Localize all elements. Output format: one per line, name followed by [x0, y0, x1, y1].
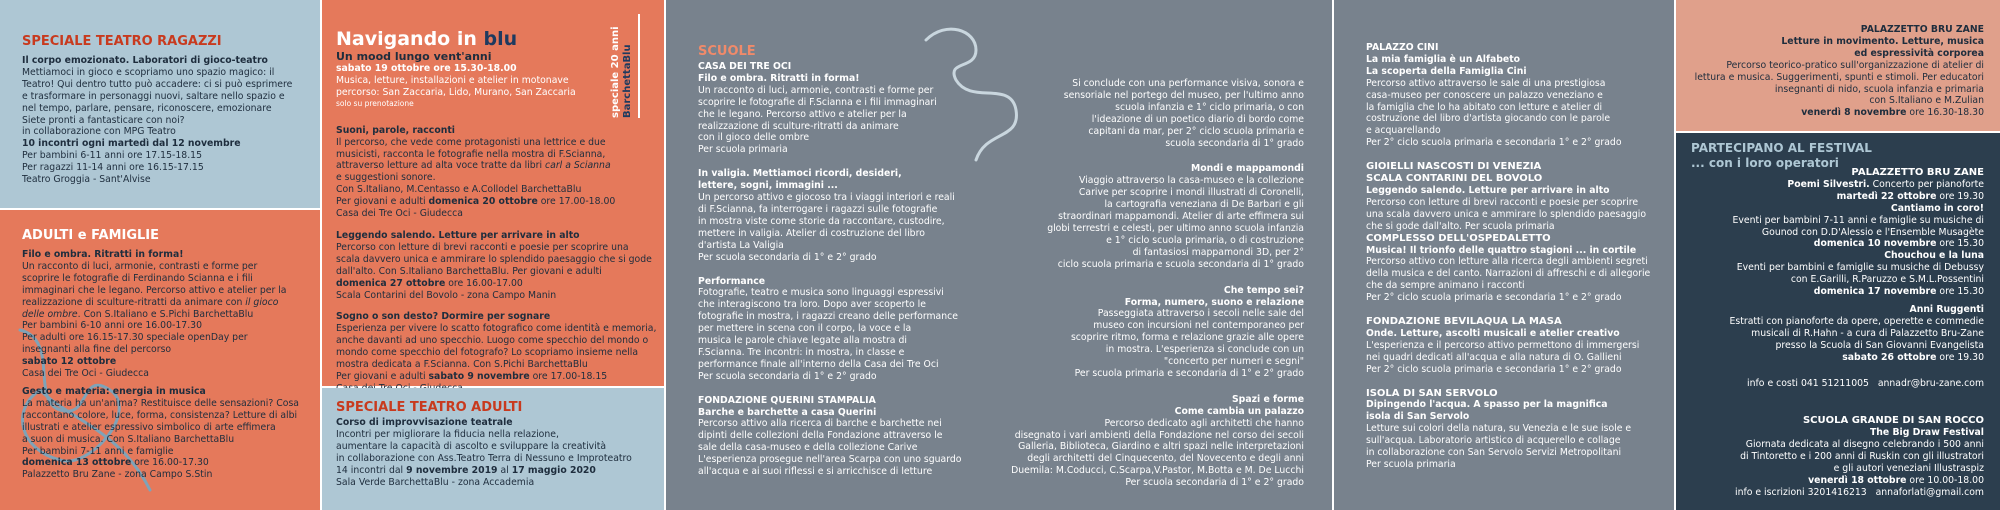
- adulti-e1-title: Filo e ombra. Ritratti in forma!: [22, 249, 184, 260]
- teatro-adulti-dates-a: 14 incontri dal: [336, 464, 407, 476]
- suoni-body: [336, 137, 664, 208]
- scuole-r2-title: Mondi e mappamondi: [1191, 163, 1304, 175]
- bz2-body: Eventi per bambini 7-11 anni e famiglie su musiche di Gounod con D.D'Alessio e l'Ensemble Musagète: [1732, 214, 1984, 238]
- bevilacqua-heading: FONDAZIONE BEVILAQUA LA MASA: [1366, 316, 1562, 328]
- bz4-body: Estratti con pianoforte da opere, operette e commedie musicali di R.Hahn - a cura di Palazzetto Bru-Zane presso la Scuola di San Giovanni Evangelista: [1729, 315, 1984, 351]
- bz4-time: ore 19.30: [1936, 351, 1984, 363]
- sogno-title: Sogno o son desto? Dormire per sognare: [336, 311, 551, 323]
- bz3-when: [1730, 286, 1984, 298]
- bz2-time: ore 15.30: [1936, 238, 1984, 250]
- navigando-vertical-label: [604, 14, 648, 118]
- adulti-e1-body-italic: il gioco delle ombre: [22, 296, 279, 320]
- leggendo-title: Leggendo salendo. Letture per arrivare in alto: [336, 229, 580, 241]
- scuole-e1-title: Filo e ombra. Ritratti in forma!: [698, 72, 860, 84]
- bz4-title: Anni Ruggenti: [1909, 303, 1984, 315]
- scuole-e4-body: Percorso attivo alla ricerca di barche e barchette nei dipinti delle collezioni della Fondazione attraverso le sale della casa-museo e della collezione Carive L'esperienza prosegue nell'area Scarpa con uno sguardo all'acqua e ai suoi riflessi e si arricchisce di letture: [698, 418, 962, 478]
- teatro-adulti-end: 17 maggio 2020: [511, 464, 596, 476]
- sgr-body: Giornata dedicata al disegno celebrando i 500 anni di Tintoretto e i 200 anni di Ruskin con gli illustratori e gli autori veneziani Illustraspiz: [1740, 439, 1984, 475]
- suoni-body-a: Il percorso, che vede come protagonisti una lettrice e due musicisti, racconta le fotografie nella mostra di F.Scianna, attraverso letture ad alta voce tratte da libri: [336, 136, 606, 172]
- scuole-left-col: [698, 44, 961, 478]
- bz-info: info e costi 041 51211005 annadr@bru-zane.com: [1747, 377, 1984, 389]
- sogno-body-text: Esperienza per vivere lo scatto fotografico come identità e memoria, anche davanti ad uno specchio. Luogo come specchio del mondo o mondo come specchio del fotografo? Lo scopriamo insieme nella mostra dedicata a F.Scianna. Con S.Pichi BarchettaBlu Per giovani e adulti: [336, 323, 657, 382]
- scuole-e3-title: Performance: [698, 275, 766, 287]
- scuole-r4-body: Percorso dedicato agli architetti che hanno disegnato i vari ambienti della Fondazione nel corso dei secoli Galleria, Biblioteca, Giardino e altri spazi nelle interpretazioni degli architetti del Cinquecento, del Novecento e degli anni Duemila: M.Coducci, C.Scarpa,V.Pastor, M.Botta e M. De Lucchi Per scuola secondaria di 1° e 2° grado: [1011, 417, 1304, 489]
- ospedaletto-body: Percorso attivo con letture alla ricerca degli ambienti segreti della musica e del canto. Narrazioni di affreschi e di allegorie che da sempre animano i racconti Per 2° ciclo scuola primaria e secondaria 1° e 2° grado: [1366, 256, 1651, 304]
- teatro-ragazzi-dates: 10 incontri ogni martedì dal 12 novembre: [22, 138, 241, 150]
- adulti-e1-body: [22, 261, 320, 356]
- sogno-time: ore 17.00-18.15: [529, 370, 608, 382]
- teatro-adulti-body: Incontri per migliorare la fiducia nella relazione, aumentare la capacità di ascolto e sviluppare la creatività in collaborazione con Ass.Teatro Terra di Nessuno e Improteatro: [336, 428, 632, 464]
- scuole-r3-title: Che tempo sei? Forma, numero, suono e relazione: [1124, 284, 1304, 308]
- cini-e2: La scoperta della Famiglia Cini: [1366, 65, 1527, 77]
- bz3-body: Eventi per bambini e famiglie su musiche di Debussy con E.Garilli, R.Paruzzo e S.M.L.Possentini: [1736, 262, 1984, 286]
- bz1-title: Poemi Silvestri.: [1787, 178, 1870, 190]
- ospedaletto-heading: COMPLESSO DELL'OSPEDALETTO: [1366, 232, 1551, 244]
- bevilacqua-body: L'esperienza e il percorso attivo permettono di immergersi nei quadri dedicati all'acqua e alla natura di O. Gallieni Per 2° ciclo scuola primaria e secondaria 1° e 2° grado: [1366, 339, 1640, 375]
- scuole-r1-body: Si conclude con una performance visiva, sonora e sensoriale nel portego del museo, per l'ultimo anno scuola infanzia e 1° ciclo primaria, o con l'ideazione di un poetico diario di bordo come capitani da mar, per 2° ciclo scuola primaria e scuola secondaria di 1° grado: [1063, 78, 1304, 149]
- servolo-body: Letture sui colori della natura, su Venezia e le sue isole e sull'acqua. Laboratorio artistico di acquerello e collage in collaborazione con San Servolo Servizi Metropolitani Per scuola primaria: [1366, 423, 1632, 470]
- sgr-heading: SCUOLA GRANDE DI SAN ROCCO: [1802, 415, 1984, 427]
- scuole-r3-body: Passeggiata attraverso i secoli nelle sale del museo con incursioni nel contemporaneo per scoprire ritmo, forma e relazione grazie alle opere in mostra. L'esperienza si conclude con un "concerto per numeri e segni" Per scuola primaria e secondaria di 1° e 2° grado: [1070, 308, 1304, 379]
- bz1-date: martedì 22 ottobre: [1836, 190, 1937, 202]
- cini-body: Percorso attivo attraverso le sale di una prestigiosa casa-museo per conoscere un palazzo veneziano e la famiglia che lo ha abitato con letture e atelier di costruzione del libro d'artista giocando con le parole e acquarellando Per 2° ciclo scuola primaria e secondaria 1° e 2° grado: [1366, 77, 1622, 149]
- teatro-adulti-panel: [322, 388, 664, 510]
- partecipano-panel: [1676, 133, 2000, 510]
- scuole-e2-title: In valigia. Mettiamoci ricordi, desideri, lettere, sogni, immagini ...: [698, 168, 902, 192]
- teatro-adulti-dates: [336, 465, 664, 477]
- adulti-e2-when: [22, 457, 320, 469]
- navigando-title-blu: blu: [483, 28, 518, 50]
- scuole-panel: [666, 0, 1332, 510]
- bru-zane-top-panel: [1676, 0, 2000, 131]
- suoni-title: Suoni, parole, racconti: [336, 124, 455, 136]
- bevilacqua-event: Onde. Letture, ascolti musicali e atelier creativo: [1366, 327, 1620, 339]
- festival-title: PARTECIPANO AL FESTIVAL: [1691, 141, 1872, 155]
- navigando-note: solo su prenotazione: [336, 98, 414, 108]
- bz3-title: Chouchou e la luna: [1884, 250, 1984, 262]
- sogno-date: sabato 9 novembre: [428, 370, 530, 382]
- bovolo-heading: SCALA CONTARINI DEL BOVOLO: [1366, 173, 1543, 185]
- sgr-event: The Big Draw Festival: [1869, 427, 1984, 439]
- adulti-e2-body: La materia ha un'anima? Restituisce delle sensazioni? Cosa raccontano colore, luce, forma, consistenza? Letture di albi illustrati e atelier espressivo simbolico di arte effimera a suon di musica. Con S.Italiano BarchettaBlu Per bambini 7-11 anni e famiglie: [22, 397, 299, 457]
- scuole-r4-title: Spazi e forme Come cambia un palazzo: [1174, 393, 1304, 417]
- adulti-e1-date: sabato 12 ottobre: [22, 356, 117, 368]
- navigando-subtitle: Un mood lungo vent'anni: [336, 50, 492, 63]
- scuole-e4-title: Barche e barchette a casa Querini: [698, 406, 877, 418]
- bru-zane-top-block: [1695, 24, 1984, 119]
- bru-zane-top-event: Letture in movimento. Letture, musica ed espressività corporea: [1781, 35, 1984, 59]
- bru-zane-top-time: ore 16.30-18.30: [1906, 107, 1984, 119]
- servolo-event: Dipingendo l'acqua. A spasso per la magnifica isola di San Servolo: [1366, 399, 1608, 423]
- bz3-time: ore 15.30: [1936, 286, 1984, 298]
- navigando-vertical-b: BarchettaBlu: [622, 44, 633, 118]
- bz-heading: PALAZZETTO BRU ZANE: [1851, 167, 1984, 178]
- festival-subtitle: ... con i loro operatori: [1691, 156, 1839, 170]
- adulti-famiglie-panel: [0, 210, 320, 510]
- bru-zane-top-title: PALAZZETTO BRU ZANE: [1860, 24, 1984, 35]
- vertical-divider: [638, 14, 640, 118]
- leggendo-place: Scala Contarini del Bovolo - zona Campo Manin: [336, 289, 557, 301]
- teatro-adulti-dates-c: al: [497, 464, 512, 476]
- bz1-line: [1730, 179, 1984, 191]
- adulti-e1-place: Casa dei Tre Oci - Giudecca: [22, 368, 149, 380]
- sgr-info: info e iscrizioni 3201416213 annaforlati@gmail.com: [1734, 486, 1984, 498]
- scuole-heading: SCUOLE: [698, 44, 756, 59]
- teatro-ragazzi-panel: [0, 0, 320, 208]
- suoni-place: Casa dei Tre Oci - Giudecca: [336, 208, 463, 220]
- bz2-date: domenica 10 novembre: [1813, 238, 1937, 250]
- tre-oci-heading: CASA DEI TRE OCI: [698, 61, 792, 72]
- venues-panel: [1334, 0, 1674, 510]
- querini-heading: FONDAZIONE QUERINI STAMPALIA: [698, 394, 876, 406]
- navigando-title-a: Navigando in: [336, 28, 484, 50]
- scuole-e2-body: Un percorso attivo e giocoso tra i viaggi interiori e reali di F.Scianna, fa interrogare i ragazzi sulle fotografie in mostra viste come storie da raccontare, custodire, mettere in valigia. Atelier di costruzione del libro d'artista La Valigia Per scuola secondaria di 1° e 2° grado: [698, 192, 955, 263]
- sogno-body: [336, 323, 664, 383]
- leggendo-when: [336, 278, 664, 290]
- adulti-e1-body-b: . Con S.Italiano e S.Pichi BarchettaBlu Per bambini 6-10 anni ore 16.00-17.30 Per adulti ore 16.15-17.30 speciale openDay per insegnanti alla fine del percorso: [22, 308, 254, 356]
- navigando-date: sabato 19 ottobre ore 15.30-18.00: [336, 63, 517, 74]
- bz1-when: [1730, 191, 1984, 203]
- teatro-adulti-place: Sala Verde BarchettaBlu - zona Accademia: [336, 476, 535, 488]
- bz2-when: [1730, 238, 1984, 250]
- teatro-adulti-subtitle: Corso di improvvisazione teatrale: [336, 417, 513, 428]
- navigando-vertical-a: speciale 20 anni: [610, 26, 621, 118]
- suoni-date: domenica 20 ottobre: [428, 196, 538, 208]
- suoni-body-italic: carl a Scianna: [545, 160, 611, 172]
- bz1-time: ore 19.30: [1936, 190, 1984, 202]
- navigando-desc: Musica, letture, installazioni e atelier in motonave percorso: San Zaccaria, Lido, Murano, San Zaccaria: [336, 74, 576, 98]
- ospedaletto-event: Musica! Il trionfo delle quattro stagioni ... in cortile: [1366, 244, 1637, 256]
- scuole-r2-body: Viaggio attraverso la casa-museo e la collezione Carive per scoprire i mondi illustrati di Coronelli, la cartografia veneziana di De Barbari e gli straordinari mappamondi. Atelier di arte effimera sui globi terrestri e celesti, per ultimo anno scuola infanzia e 1° ciclo scuola primaria, o di costruzione di fantasiosi mappamondi 3D, per 2° ciclo scuola primaria e scuola secondaria di 1° grado: [1047, 175, 1304, 270]
- bz4-when: [1730, 352, 1984, 364]
- adulti-e2-place: Palazzetto Bru Zane - zona Campo S.Stin: [22, 469, 213, 481]
- adulti-famiglie-title: ADULTI e FAMIGLIE: [22, 228, 160, 243]
- cini-heading: PALAZZO CINI: [1366, 42, 1439, 53]
- bz1-desc: Concerto per pianoforte: [1869, 178, 1984, 190]
- bz2-title: Cantiamo in coro!: [1890, 202, 1984, 214]
- cini-e1: La mia famiglia è un Alfabeto: [1366, 53, 1521, 65]
- scuole-e3-body: Fotografie, teatro e musica sono linguaggi espressivi che interagiscono tra loro. Dopo aver scoperto le fotografie in mostra, i ragazzi creano delle performance per mettere in scena con il corpo, la voce e la musica le parole chiave legate alla mostra di F.Scianna. Tre incontri: in mostra, in classe e performance finale all'interno della Casa dei Tre Oci Per scuola secondaria di 1° e 2° grado: [698, 287, 958, 382]
- adulti-e1-body-a: Un racconto di luci, armonie, contrasti e forme per scoprire le fotografie di Ferdinando Scianna e i fili immaginari che le legano. Percorso attivo e atelier per la realizzazione di sculture-ritratti da animare con: [22, 260, 287, 308]
- teatro-ragazzi-title: SPECIALE TEATRO RAGAZZI: [22, 34, 222, 49]
- participants-block: [1730, 167, 1984, 499]
- leggendo-time: ore 16.00-17.00: [445, 277, 523, 289]
- sgr-date: venerdì 18 ottobre: [1808, 474, 1907, 486]
- sgr-when: [1730, 475, 1984, 487]
- teatro-ragazzi-body: Mettiamoci in gioco e scopriamo uno spazio magico: il Teatro! Qui dentro tutto può accadere: ci si può esprimere e trasformare in personaggi nuovi, saltare nello spazio e nel tempo, parlare, pensare, riconoscere, emozionare Siete pronti a fantasticare con noi? in collaborazione con MPG Teatro: [22, 66, 293, 138]
- adulti-e2-date: domenica 13 ottobre: [22, 457, 132, 469]
- teatro-adulti-title: SPECIALE TEATRO ADULTI: [336, 400, 523, 415]
- bru-zane-top-date: venerdì 8 novembre: [1801, 107, 1907, 119]
- bz3-date: domenica 17 novembre: [1813, 286, 1937, 298]
- bru-zane-top-when: [1695, 107, 1984, 119]
- suoni-body-b: e suggestioni sonore. Con S.Italiano, M.Centasso e A.Collodel BarchettaBlu Per giovani e adulti: [336, 172, 582, 208]
- adulti-e2-title: Gesto e materia: energia in musica: [22, 385, 206, 397]
- servolo-heading: ISOLA DI SAN SERVOLO: [1366, 387, 1498, 399]
- adulti-e2-time: ore 16.00-17.30: [131, 457, 209, 469]
- scuole-right-col: [1011, 78, 1304, 489]
- scuole-e1-body: Un racconto di luci, armonie, contrasti e forme per scoprire le fotografie di F.Scianna e i fili immaginari che le legano. Percorso attivo e atelier per la realizzazione di sculture-ritratti da animare con il gioco delle ombre Per scuola primaria: [698, 84, 937, 156]
- bovolo-event: Leggendo salendo. Letture per arrivare in alto: [1366, 184, 1610, 196]
- bovolo-body: Percorso con letture di brevi racconti e poesie per scoprire una scala davvero unica e ammirare lo splendido paesaggio che si gode dall'alto. Per scuola primaria: [1366, 196, 1647, 232]
- teatro-ragazzi-subtitle: Il corpo emozionato. Laboratori di gioco-teatro: [22, 55, 268, 66]
- gioielli-heading: GIOIELLI NASCOSTI DI VENEZIA: [1366, 161, 1542, 173]
- teatro-adulti-start: 9 novembre 2019: [406, 464, 498, 476]
- sgr-time: ore 10.00-18.00: [1906, 474, 1984, 486]
- leggendo-date: domenica 27 ottobre: [336, 277, 446, 289]
- teatro-ragazzi-details: Per bambini 6-11 anni ore 17.15-18.15 Per ragazzi 11-14 anni ore 16.15-17.15 Teatro Groggia - Sant'Alvise: [22, 150, 204, 186]
- navigando-panel: [322, 0, 664, 386]
- bz4-date: sabato 26 ottobre: [1842, 351, 1937, 363]
- bru-zane-top-body: Percorso teorico-pratico sull'organizzazione di atelier di lettura e musica. Suggerimenti, spunti e stimoli. Per educatori insegnanti di nido, scuola infanzia e primaria con S.Italiano e M.Zulian: [1694, 59, 1984, 107]
- suoni-time: ore 17.00-18.00: [537, 196, 616, 208]
- leggendo-body: Percorso con letture di brevi racconti e poesie per scoprire una scala davvero unica e ammirare lo splendido paesaggio che si gode dall'alto. Con S.Italiano BarchettaBlu. Per giovani e adulti: [336, 241, 652, 277]
